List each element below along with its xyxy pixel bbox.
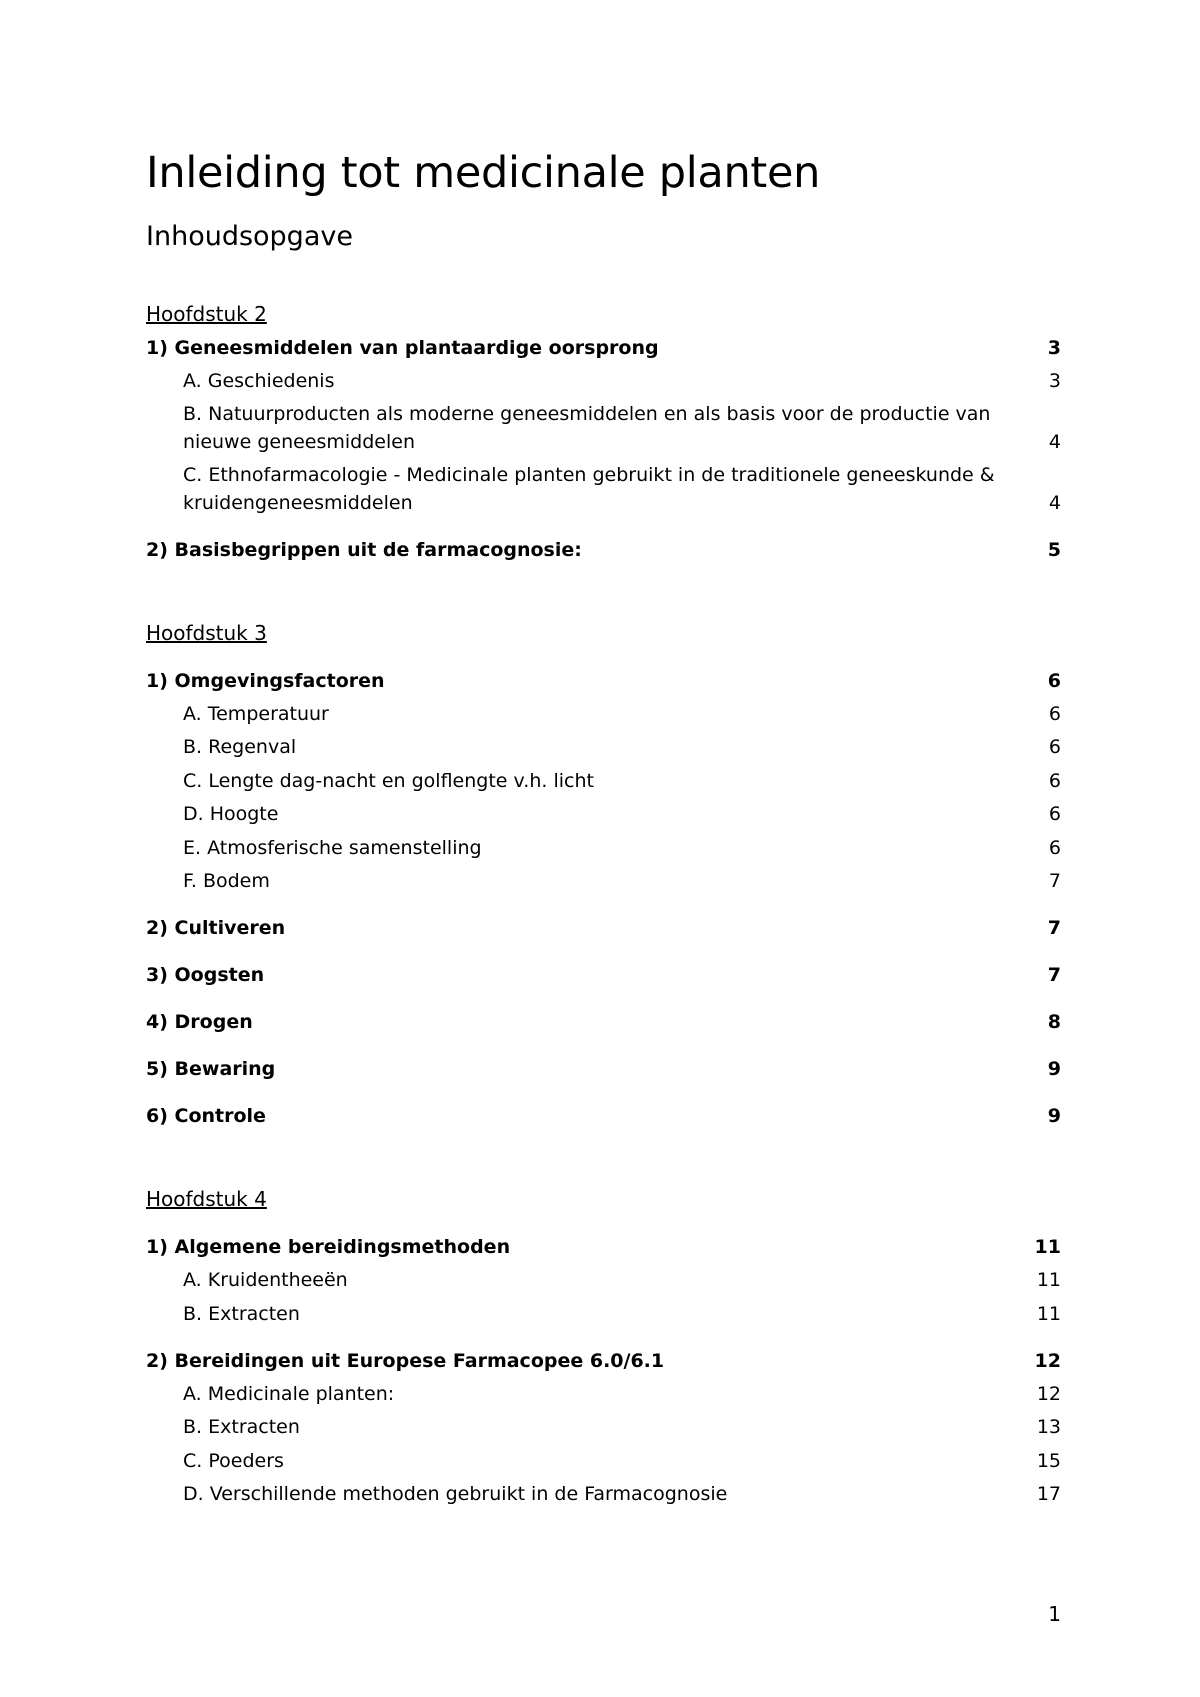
toc-entry-page: 11: [1036, 1303, 1061, 1325]
toc-entry-label: 2) Cultiveren: [146, 917, 286, 939]
toc-entry-page: 3: [1047, 337, 1061, 359]
toc-entry[interactable]: [183, 1413, 1061, 1441]
toc-entry-page: 7: [1047, 917, 1061, 939]
toc-entry-page: 9: [1047, 1105, 1061, 1127]
toc-entry-label: 2) Bereidingen uit Europese Farmacopee 6.0/6.1: [146, 1350, 665, 1372]
toc-entry-label: 1) Omgevingsfactoren: [146, 670, 385, 692]
toc-entry-label: 6) Controle: [146, 1105, 266, 1127]
toc-entry-page: 8: [1047, 1011, 1061, 1033]
toc-entry-page: 12: [1036, 1383, 1061, 1405]
toc-entry[interactable]: [183, 367, 1061, 395]
chapter-heading: Hoofdstuk 4: [146, 1187, 267, 1211]
toc-entry-label: A. Temperatuur: [183, 703, 329, 725]
toc-entry[interactable]: [146, 1055, 1061, 1083]
toc-entry[interactable]: [146, 1102, 1061, 1130]
toc-entry-page: 4: [1048, 431, 1061, 453]
toc-entry[interactable]: [183, 700, 1061, 728]
chapter-heading: Hoofdstuk 3: [146, 621, 267, 645]
toc-entry-page: 7: [1047, 964, 1061, 986]
toc-entry-label: E. Atmosferische samenstelling: [183, 837, 482, 859]
toc-entry[interactable]: [146, 914, 1061, 942]
toc-entry[interactable]: [146, 961, 1061, 989]
toc-entry-page: 6: [1048, 803, 1061, 825]
toc-entry-page: 11: [1034, 1236, 1061, 1258]
page-number: 1: [1048, 1602, 1061, 1626]
toc-entry-label: 2) Basisbegrippen uit de farmacognosie:: [146, 539, 582, 561]
toc-entry-page: 17: [1036, 1483, 1061, 1505]
toc-entry-label: B. Extracten: [183, 1303, 300, 1325]
toc-entry-page: 15: [1036, 1450, 1061, 1472]
toc-entry-label: B. Regenval: [183, 736, 297, 758]
toc-entry-label: C. Lengte dag-nacht en golflengte v.h. licht: [183, 770, 594, 792]
toc-entry-label: B. Natuurproducten als moderne geneesmiddelen en als basis voor de productie van nieuwe geneesmiddelen: [183, 403, 991, 453]
toc-entry[interactable]: [146, 1347, 1061, 1375]
toc-entry[interactable]: [183, 733, 1061, 761]
toc-entry-label: 1) Algemene bereidingsmethoden: [146, 1236, 511, 1258]
toc-entry-page: 6: [1048, 736, 1061, 758]
page-subtitle: Inhoudsopgave: [146, 221, 353, 252]
toc-entry-label: A. Kruidentheeën: [183, 1269, 348, 1291]
toc-entry[interactable]: [183, 1447, 1061, 1475]
toc-entry-page: 11: [1036, 1269, 1061, 1291]
toc-entry[interactable]: [183, 1380, 1061, 1408]
toc-entry[interactable]: [146, 1233, 1061, 1261]
toc-entry-label: B. Extracten: [183, 1416, 300, 1438]
toc-entry[interactable]: [146, 536, 1061, 564]
toc-entry-page: 6: [1047, 670, 1061, 692]
page-title: Inleiding tot medicinale planten: [146, 148, 821, 198]
chapter-heading: Hoofdstuk 2: [146, 302, 267, 326]
toc-entry-label: C. Poeders: [183, 1450, 284, 1472]
toc-entry-label: 5) Bewaring: [146, 1058, 276, 1080]
toc-entry[interactable]: [183, 1266, 1061, 1294]
toc-entry-page: 4: [1048, 492, 1061, 514]
toc-entry-label: D. Hoogte: [183, 803, 279, 825]
toc-entry[interactable]: [183, 461, 1061, 517]
toc-entry-label: A. Geschiedenis: [183, 370, 335, 392]
toc-entry[interactable]: [146, 334, 1061, 362]
toc-entry-page: 12: [1034, 1350, 1061, 1372]
toc-entry-page: 9: [1047, 1058, 1061, 1080]
toc-entry-label: C. Ethnofarmacologie - Medicinale planten gebruikt in de traditionele geneeskunde & kruidengeneesmiddelen: [183, 464, 995, 514]
toc-entry-page: 6: [1048, 703, 1061, 725]
toc-entry-page: 6: [1048, 770, 1061, 792]
toc-entry-label: 4) Drogen: [146, 1011, 253, 1033]
toc-entry-page: 6: [1048, 837, 1061, 859]
toc-entry[interactable]: [183, 400, 1061, 456]
toc-entry-page: 3: [1048, 370, 1061, 392]
toc-entry[interactable]: [183, 800, 1061, 828]
toc-entry[interactable]: [183, 1480, 1061, 1508]
toc-entry-page: 13: [1036, 1416, 1061, 1438]
toc-entry-label: A. Medicinale planten:: [183, 1383, 395, 1405]
toc-entry[interactable]: [183, 1300, 1061, 1328]
toc-entry[interactable]: [183, 767, 1061, 795]
toc-entry[interactable]: [183, 867, 1061, 895]
toc-entry-label: D. Verschillende methoden gebruikt in de Farmacognosie: [183, 1483, 728, 1505]
toc-entry-label: 3) Oogsten: [146, 964, 265, 986]
toc-entry-page: 7: [1048, 870, 1061, 892]
toc-entry-page: 5: [1047, 539, 1061, 561]
toc-entry-label: F. Bodem: [183, 870, 270, 892]
toc-entry[interactable]: [146, 1008, 1061, 1036]
toc-entry-label: 1) Geneesmiddelen van plantaardige oorsprong: [146, 337, 659, 359]
toc-entry[interactable]: [183, 834, 1061, 862]
toc-entry[interactable]: [146, 667, 1061, 695]
